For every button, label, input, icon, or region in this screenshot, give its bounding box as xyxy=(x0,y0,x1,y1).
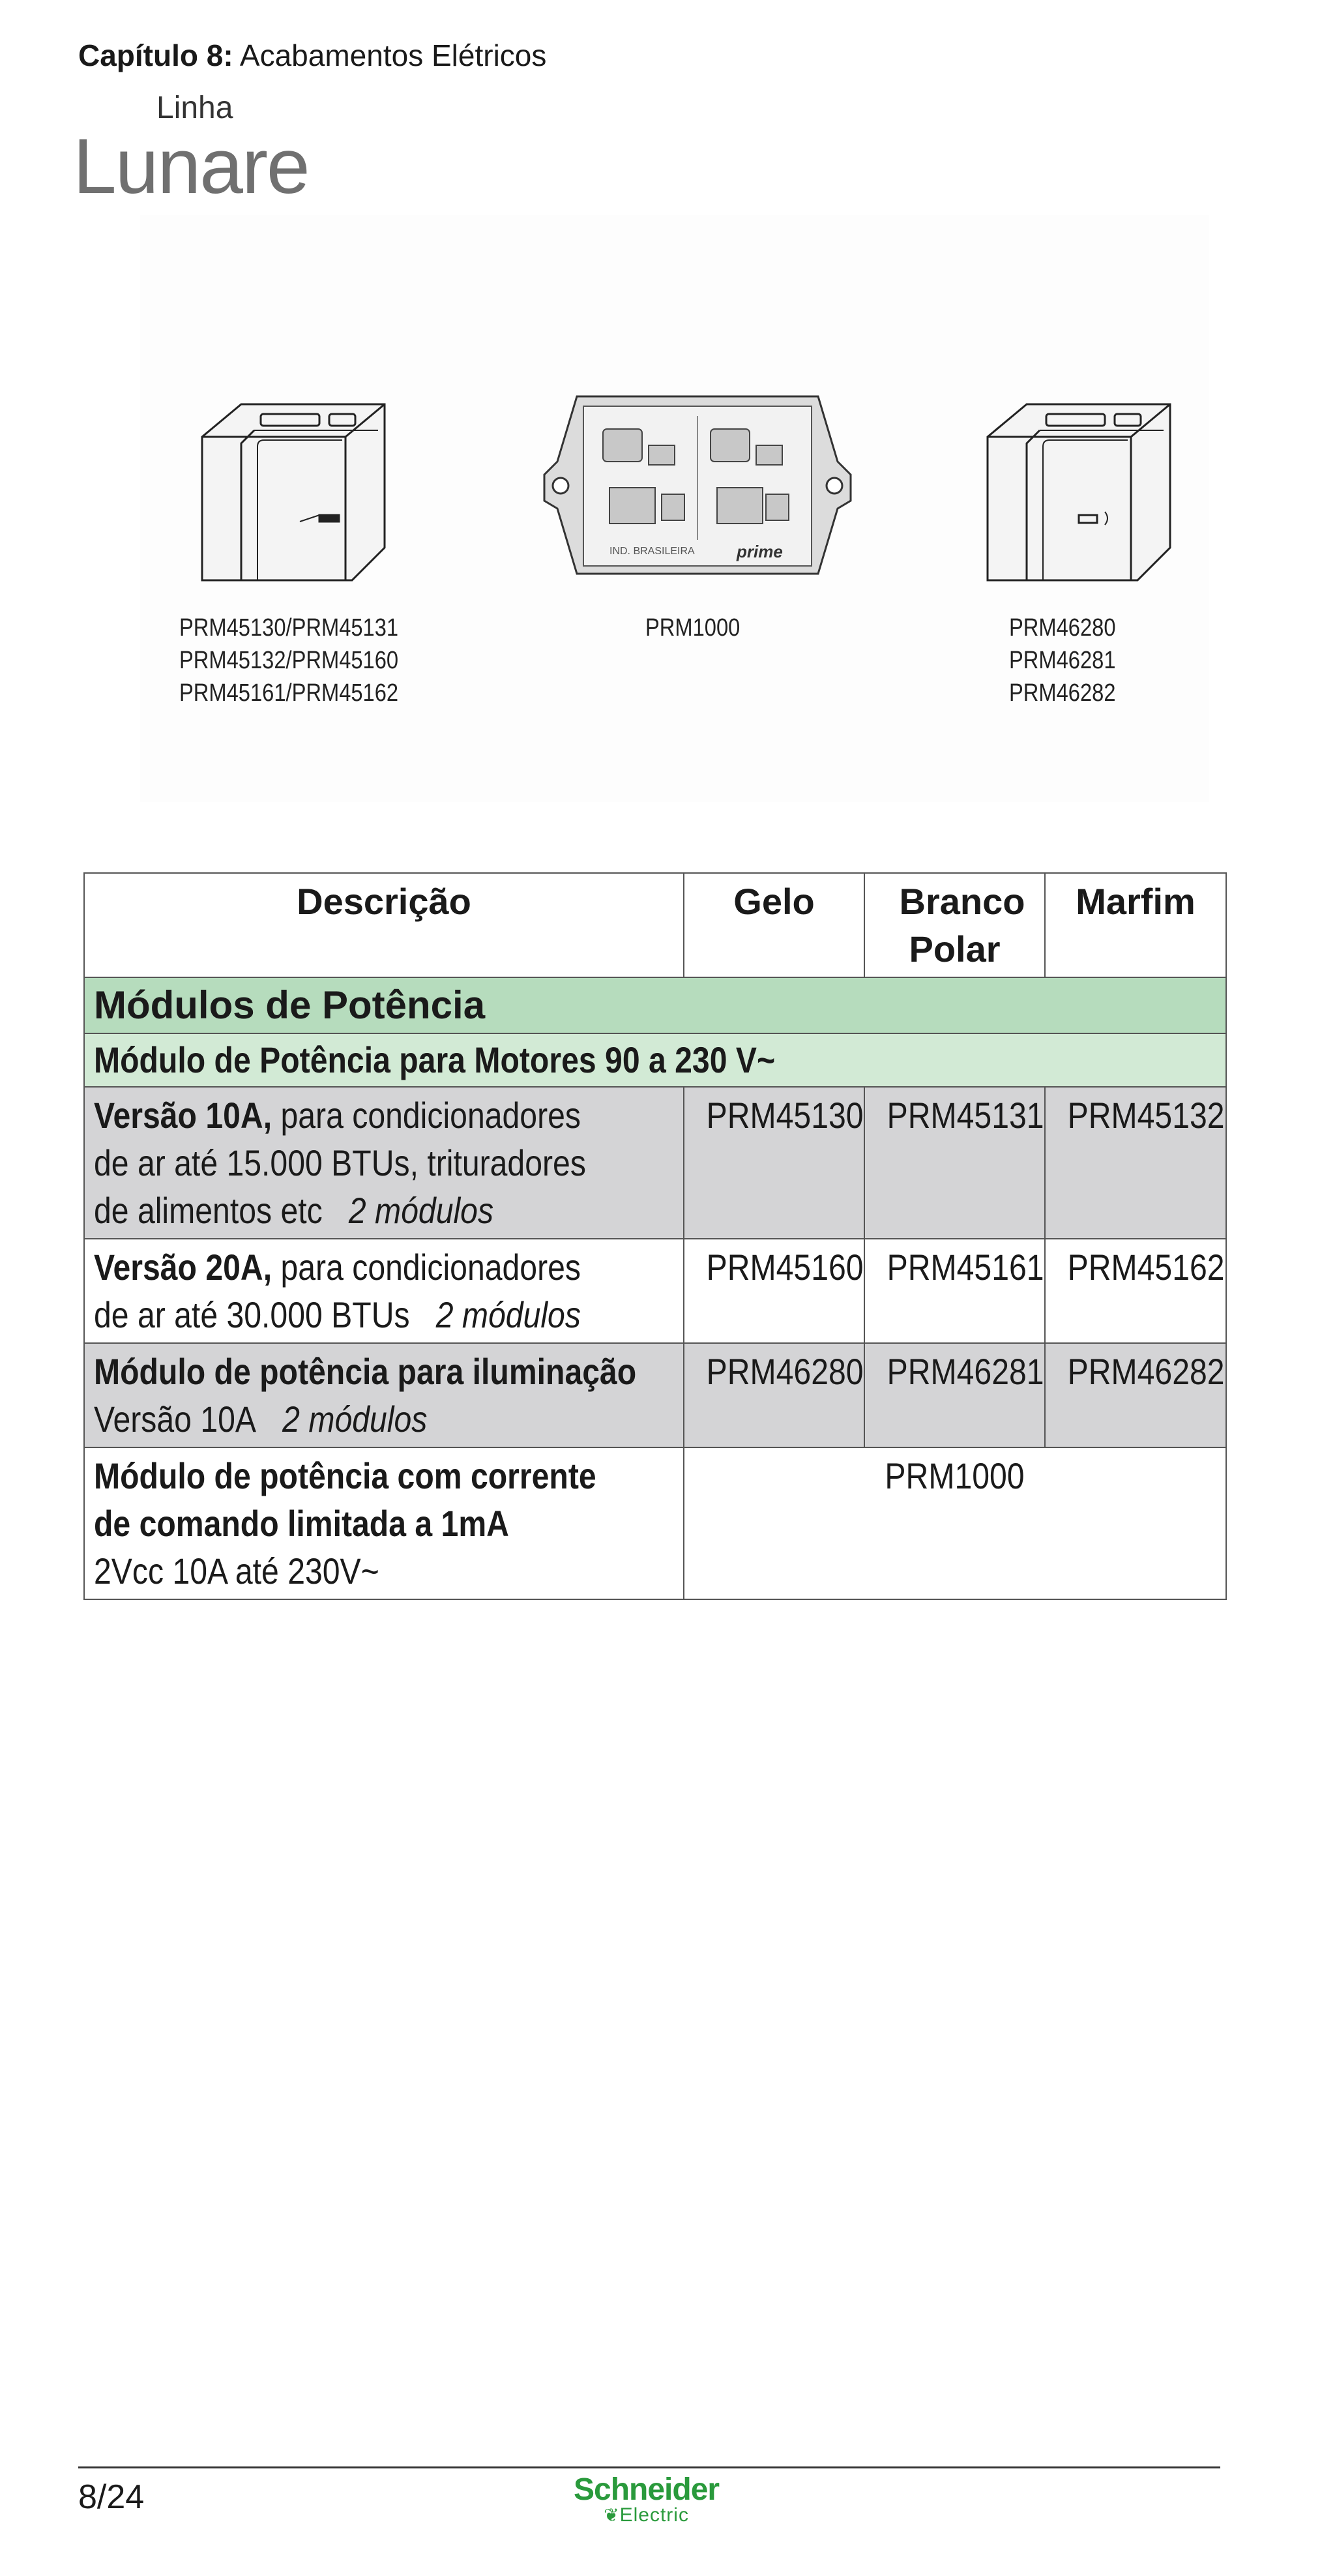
desc-line-2 xyxy=(94,1395,427,1443)
desc-bold: Versão 10A, xyxy=(94,1095,272,1136)
code-text: PRM46280 xyxy=(706,1351,864,1392)
desc-modules: 2 módulos xyxy=(435,1294,581,1335)
subsection-cell xyxy=(84,1033,1226,1087)
line-label: Linha xyxy=(156,91,233,125)
brand-name: Schneider xyxy=(574,2472,720,2507)
section-row xyxy=(84,977,1226,1033)
schneider-logo xyxy=(574,2474,719,2525)
caption-line: PRM45161/PRM45162 xyxy=(179,679,399,707)
page-number: 8/24 xyxy=(78,2478,145,2516)
row-description xyxy=(84,1343,684,1447)
code-text: PRM45161 xyxy=(887,1247,1044,1288)
product-image-module-3 xyxy=(981,385,1183,590)
product-caption-3 xyxy=(1009,612,1133,709)
footer-divider xyxy=(78,2466,1220,2468)
code-text: PRM1000 xyxy=(885,1455,1025,1496)
desc-modules: 2 módulos xyxy=(282,1399,428,1440)
desc-line-1 xyxy=(94,1452,596,1500)
row-description xyxy=(84,1447,684,1599)
desc-text: de ar até 30.000 BTUs xyxy=(94,1294,410,1335)
lighting-module-icon xyxy=(981,385,1183,587)
table-row xyxy=(84,1239,1226,1343)
brand-subname-text: Electric xyxy=(619,2504,689,2526)
desc-line-1 xyxy=(94,1091,581,1139)
desc-bold: de comando limitada a 1mA xyxy=(94,1503,509,1544)
row-description xyxy=(84,1087,684,1239)
desc-bold: Versão 20A, xyxy=(94,1247,272,1288)
desc-line-2 xyxy=(94,1500,509,1547)
code-text: PRM45131 xyxy=(887,1095,1044,1136)
header-branco-polar xyxy=(864,873,1045,977)
table-row xyxy=(84,1447,1226,1599)
code-gelo xyxy=(684,1239,864,1343)
desc-text: Versão 10A xyxy=(94,1399,257,1440)
table-header-row xyxy=(84,873,1226,977)
header-gelo: Gelo xyxy=(684,873,864,977)
code-text: PRM45162 xyxy=(1067,1247,1225,1288)
control-board-icon xyxy=(538,390,857,580)
desc-bold: Módulo de potência para iluminação xyxy=(94,1351,637,1392)
code-branco xyxy=(864,1343,1045,1447)
code-branco xyxy=(864,1239,1045,1343)
caption-line: PRM1000 xyxy=(645,614,741,642)
code-marfim xyxy=(1045,1343,1226,1447)
board-brand-label: prime xyxy=(737,542,783,561)
caption-line: PRM46282 xyxy=(1009,679,1116,707)
code-gelo xyxy=(684,1087,864,1239)
row-description xyxy=(84,1239,684,1343)
code-text: PRM46281 xyxy=(887,1351,1044,1392)
logo-text: Lunare xyxy=(73,123,309,210)
lunare-logo xyxy=(73,123,309,210)
code-text: PRM46282 xyxy=(1067,1351,1225,1392)
chapter-title: Acabamentos Elétricos xyxy=(239,38,547,72)
caption-line: PRM45130/PRM45131 xyxy=(179,614,399,642)
header-branco-polar-text: Branco Polar xyxy=(899,881,1025,970)
code-all-colors xyxy=(684,1447,1226,1599)
desc-text: para condicionadores xyxy=(272,1247,581,1288)
caption-line: PRM46281 xyxy=(1009,647,1116,674)
code-branco xyxy=(864,1087,1045,1239)
product-image-module-1 xyxy=(196,385,398,590)
desc-line-2 xyxy=(94,1291,581,1339)
table-row xyxy=(84,1087,1226,1239)
brand-subname xyxy=(574,2506,719,2525)
code-gelo xyxy=(684,1343,864,1447)
desc-line-3: 2Vcc 10A até 230V~ xyxy=(94,1550,379,1591)
chapter-label: Capítulo 8: xyxy=(78,38,233,72)
header-description: Descrição xyxy=(84,873,684,977)
desc-line-1 xyxy=(94,1348,636,1395)
code-marfim xyxy=(1045,1087,1226,1239)
desc-text: para condicionadores xyxy=(272,1095,581,1136)
code-text: PRM45130 xyxy=(706,1095,864,1136)
desc-line-3 xyxy=(94,1187,493,1234)
section-title: Módulos de Potência xyxy=(84,977,1226,1033)
header-marfim: Marfim xyxy=(1045,873,1226,977)
product-caption-1 xyxy=(179,612,434,709)
desc-text: de alimentos etc xyxy=(94,1190,323,1231)
power-module-icon xyxy=(196,385,398,587)
desc-line-1 xyxy=(94,1243,581,1291)
chapter-heading xyxy=(78,38,546,73)
code-marfim xyxy=(1045,1239,1226,1343)
subsection-row xyxy=(84,1033,1226,1087)
desc-line-2: de ar até 15.000 BTUs, trituradores xyxy=(94,1142,586,1183)
product-image-prm1000 xyxy=(538,390,857,584)
leaf-icon: ❦ xyxy=(604,2505,620,2525)
desc-modules: 2 módulos xyxy=(348,1190,494,1231)
board-origin-label: IND. BRASILEIRA xyxy=(609,546,695,557)
power-modules-table xyxy=(83,872,1227,1600)
subsection-title: Módulo de Potência para Motores 90 a 230 V~ xyxy=(94,1039,776,1080)
table-row xyxy=(84,1343,1226,1447)
caption-line: PRM46280 xyxy=(1009,614,1116,642)
code-text: PRM45132 xyxy=(1067,1095,1225,1136)
code-text: PRM45160 xyxy=(706,1247,864,1288)
product-caption-2 xyxy=(645,612,756,644)
caption-line: PRM45132/PRM45160 xyxy=(179,647,399,674)
desc-bold: Módulo de potência com corrente xyxy=(94,1455,596,1496)
